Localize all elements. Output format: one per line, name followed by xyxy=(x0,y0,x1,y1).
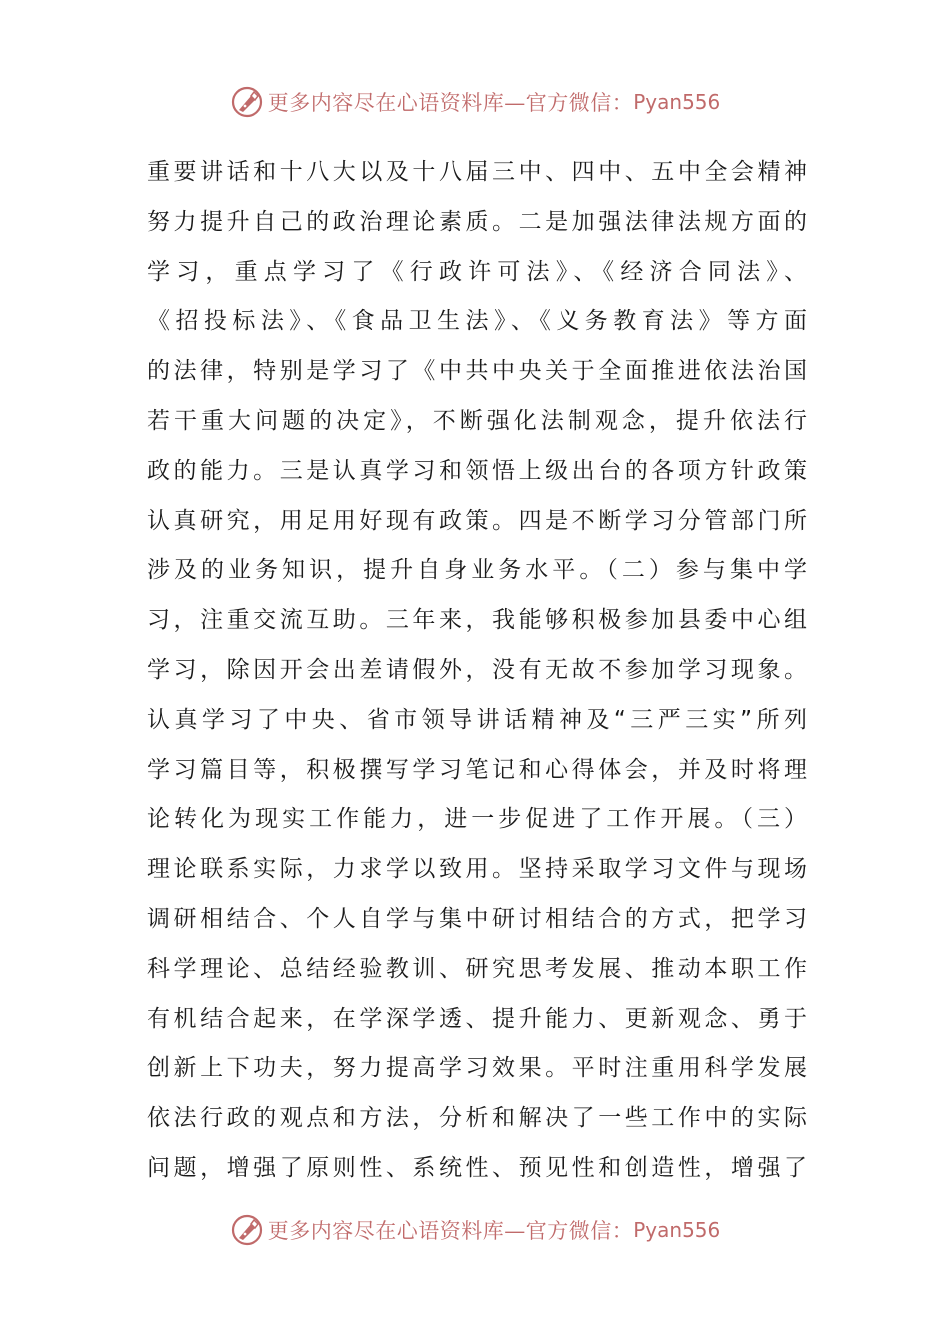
text-line: 《招投标法》、《食品卫生法》、《义务教育法》等方面 xyxy=(147,308,807,335)
text-line: 科学理论、总结经验教训、研究思考发展、推动本职工作 xyxy=(147,955,807,982)
text-line: 论转化为现实工作能力，进一步促进了工作开展。（三） xyxy=(147,806,807,833)
banner-text: 更多内容尽在心语资料库—官方微信： xyxy=(267,1219,634,1243)
text-line: 认真学习了中央、省市领导讲话精神及“三严三实”所列 xyxy=(147,706,807,733)
pen-nib-circle-icon xyxy=(230,85,264,119)
text-line: 问题，增强了原则性、系统性、预见性和创造性，增强了 xyxy=(147,1154,807,1181)
text-line: 政的能力。三是认真学习和领悟上级出台的各项方针政策 xyxy=(147,457,807,484)
banner-handle: Pyan556 xyxy=(633,1218,721,1242)
text-line: 有机结合起来，在学深学透、提升能力、更新观念、勇于 xyxy=(147,1005,807,1032)
text-line: 理论联系实际，力求学以致用。坚持采取学习文件与现场 xyxy=(147,856,807,883)
text-line: 创新上下功夫，努力提高学习效果。平时注重用科学发展 xyxy=(147,1055,807,1082)
text-line: 涉及的业务知识，提升自身业务水平。（二）参与集中学 xyxy=(147,557,807,584)
text-line: 若干重大问题的决定》，不断强化法制观念，提升依法行 xyxy=(147,407,807,434)
text-line: 学习，重点学习了《行政许可法》、《经济合同法》、 xyxy=(147,258,807,285)
text-line: 努力提升自己的政治理论素质。二是加强法律法规方面的 xyxy=(147,208,807,235)
footer-banner xyxy=(0,1210,950,1250)
text-line: 调研相结合、个人自学与集中研讨相结合的方式，把学习 xyxy=(147,905,807,932)
text-line: 重要讲话和十八大以及十八届三中、四中、五中全会精神 xyxy=(147,159,807,185)
document-body xyxy=(147,148,807,1194)
text-line: 依法行政的观点和方法，分析和解决了一些工作中的实际 xyxy=(147,1105,807,1132)
text-line: 学习篇目等，积极撰写学习笔记和心得体会，并及时将理 xyxy=(147,756,807,783)
banner-text: 更多内容尽在心语资料库—官方微信： xyxy=(267,91,634,115)
pen-nib-circle-icon xyxy=(230,1213,264,1247)
text-line: 认真研究，用足用好现有政策。四是不断学习分管部门所 xyxy=(147,507,807,534)
text-line: 习，注重交流互助。三年来，我能够积极参加县委中心组 xyxy=(147,607,807,634)
text-line: 的法律，特别是学习了《中共中央关于全面推进依法治国 xyxy=(147,358,807,385)
text-line: 学习，除因开会出差请假外，没有无故不参加学习现象。 xyxy=(147,656,807,683)
header-banner xyxy=(0,82,950,122)
banner-handle: Pyan556 xyxy=(633,90,721,114)
